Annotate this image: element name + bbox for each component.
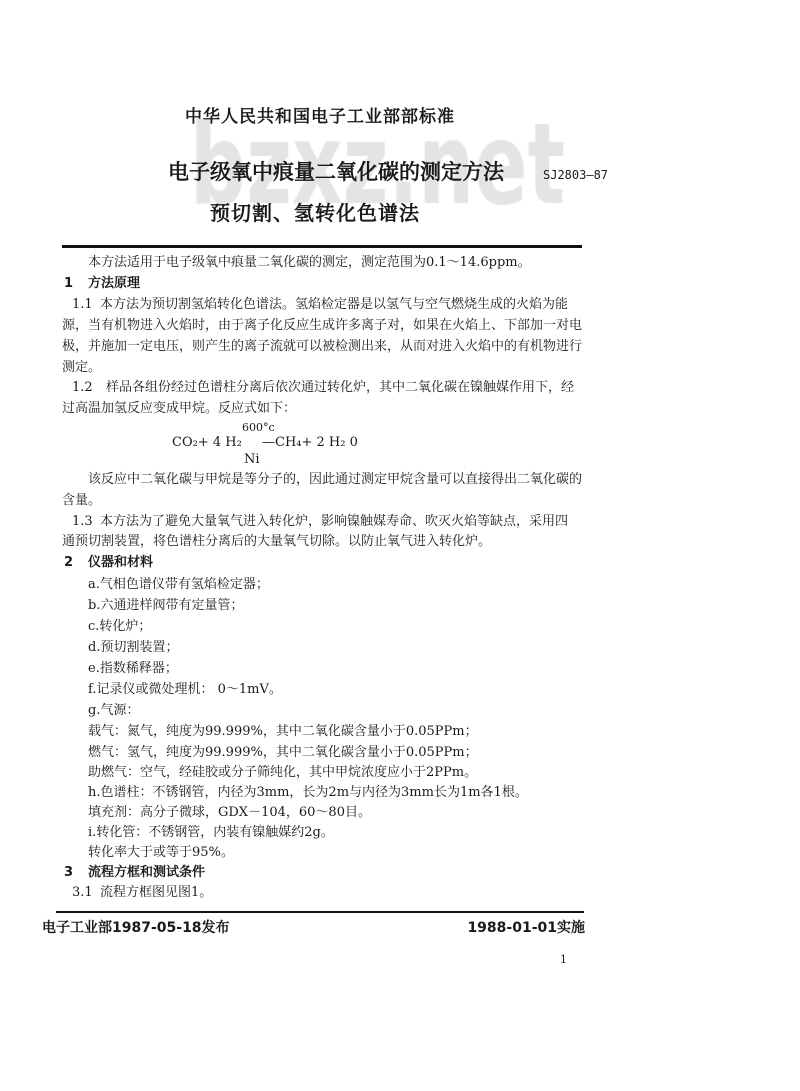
para-1-2-number: 1.2 — [72, 380, 93, 395]
equipment-item: 助燃气：空气，经硅胶或分子筛纯化，其中甲烷浓度应小于2PPm。 — [88, 765, 478, 780]
para-1-2-line: 样品各组份经过色谱柱分离后依次通过转化炉，其中二氧化碳在镍触媒作用下，经 — [106, 380, 575, 395]
equipment-item: b.六通进样阀带有定量管； — [88, 598, 244, 613]
para-1-1-line: 极，并施加一定电压，则产生的离子流就可以被检测出来，从而对进入火焰中的有机物进行 — [62, 339, 583, 354]
intro-text: 本方法适用于电子级氧中痕量二氧化碳的测定，测定范围为0.1～14.6ppm。 — [88, 255, 531, 270]
equipment-item: d.预切割装置； — [88, 640, 179, 655]
formula-products: —CH₄+ 2 H₂ 0 — [262, 435, 358, 450]
footer-divider — [56, 911, 584, 913]
section-3-title: 流程方框和测试条件 — [88, 865, 206, 880]
equipment-item: h.色谱柱：不锈钢管，内径为3mm，长为2m与内径为3mm长为1m各1根。 — [88, 785, 528, 800]
para-1-2-line: 该反应中二氧化碳与甲烷是等分子的，因此通过测定甲烷含量可以直接得出二氧化碳的 — [88, 472, 583, 487]
equipment-item: c.转化炉； — [88, 619, 152, 634]
equipment-item: a.气相色谱仪带有氢焰检定器； — [88, 577, 269, 592]
section-2-title: 仪器和材料 — [88, 555, 154, 570]
equipment-item: 载气：氮气，纯度为99.999%，其中二氧化碳含量小于0.05PPm； — [88, 724, 478, 739]
para-1-3-line: 本方法为了避免大量氧气进入转化炉，影响镍触媒寿命、吹灭火焰等缺点，采用四 — [100, 514, 569, 529]
formula-catalyst: Ni — [244, 452, 260, 467]
formula-temperature: 600°c — [242, 421, 275, 434]
equipment-item: 转化率大于或等于95%。 — [88, 845, 234, 860]
para-1-1-line: 测定。 — [62, 360, 102, 375]
document-title: 电子级氧中痕量二氧化碳的测定方法 — [168, 160, 504, 184]
para-1-2-line: 过高温加氢反应变成甲烷。反应式如下： — [62, 401, 297, 416]
equipment-item: 填充剂：高分子微球，GDX－104，60～80目。 — [88, 805, 371, 820]
equipment-item: e.指数稀释器； — [88, 661, 178, 676]
equipment-item: g.气源： — [88, 703, 140, 718]
document-subtitle: 预切割、氢转化色谱法 — [210, 201, 420, 225]
equipment-item: 燃气：氢气，纯度为99.999%，其中二氧化碳含量小于0.05PPm； — [88, 745, 478, 760]
issue-date: 电子工业部1987-05-18发布 — [42, 920, 230, 936]
section-2-number: 2 — [64, 555, 74, 570]
section-3-number: 3 — [64, 865, 74, 880]
equipment-item: i.转化管：不锈钢管，内装有镍触媒约2g。 — [88, 825, 334, 840]
section-1-number: 1 — [64, 276, 74, 291]
section-1-title: 方法原理 — [88, 276, 141, 291]
effective-date: 1988-01-01实施 — [467, 920, 585, 936]
para-1-1-line: 源，当有机物进入火焰时，由于离子化反应生成许多离子对，如果在火焰上、下部加一对电 — [62, 318, 583, 333]
para-1-2-line: 含量。 — [62, 493, 102, 508]
standard-org-header: 中华人民共和国电子工业部部标准 — [185, 107, 455, 127]
para-1-1-line: 本方法为预切割氢焰转化色谱法。氢焰检定器是以氢气与空气燃烧生成的火焰为能 — [100, 297, 569, 312]
equipment-item: f.记录仪或微处理机： 0～1mV。 — [88, 682, 282, 697]
para-1-1-number: 1.1 — [72, 297, 93, 312]
standard-code: SJ2803—87 — [543, 168, 609, 182]
para-1-3-line: 通预切割装置，将色谱柱分离后的大量氧气切除。以防止氧气进入转化炉。 — [62, 534, 492, 549]
para-3-1-number: 3.1 — [72, 885, 93, 900]
para-1-3-number: 1.3 — [72, 514, 93, 529]
para-3-1-text: 流程方框图见图1。 — [100, 885, 213, 900]
header-divider — [62, 245, 582, 248]
page-number: 1 — [560, 953, 567, 966]
formula-reactants: CO₂+ 4 H₂ — [172, 435, 242, 450]
